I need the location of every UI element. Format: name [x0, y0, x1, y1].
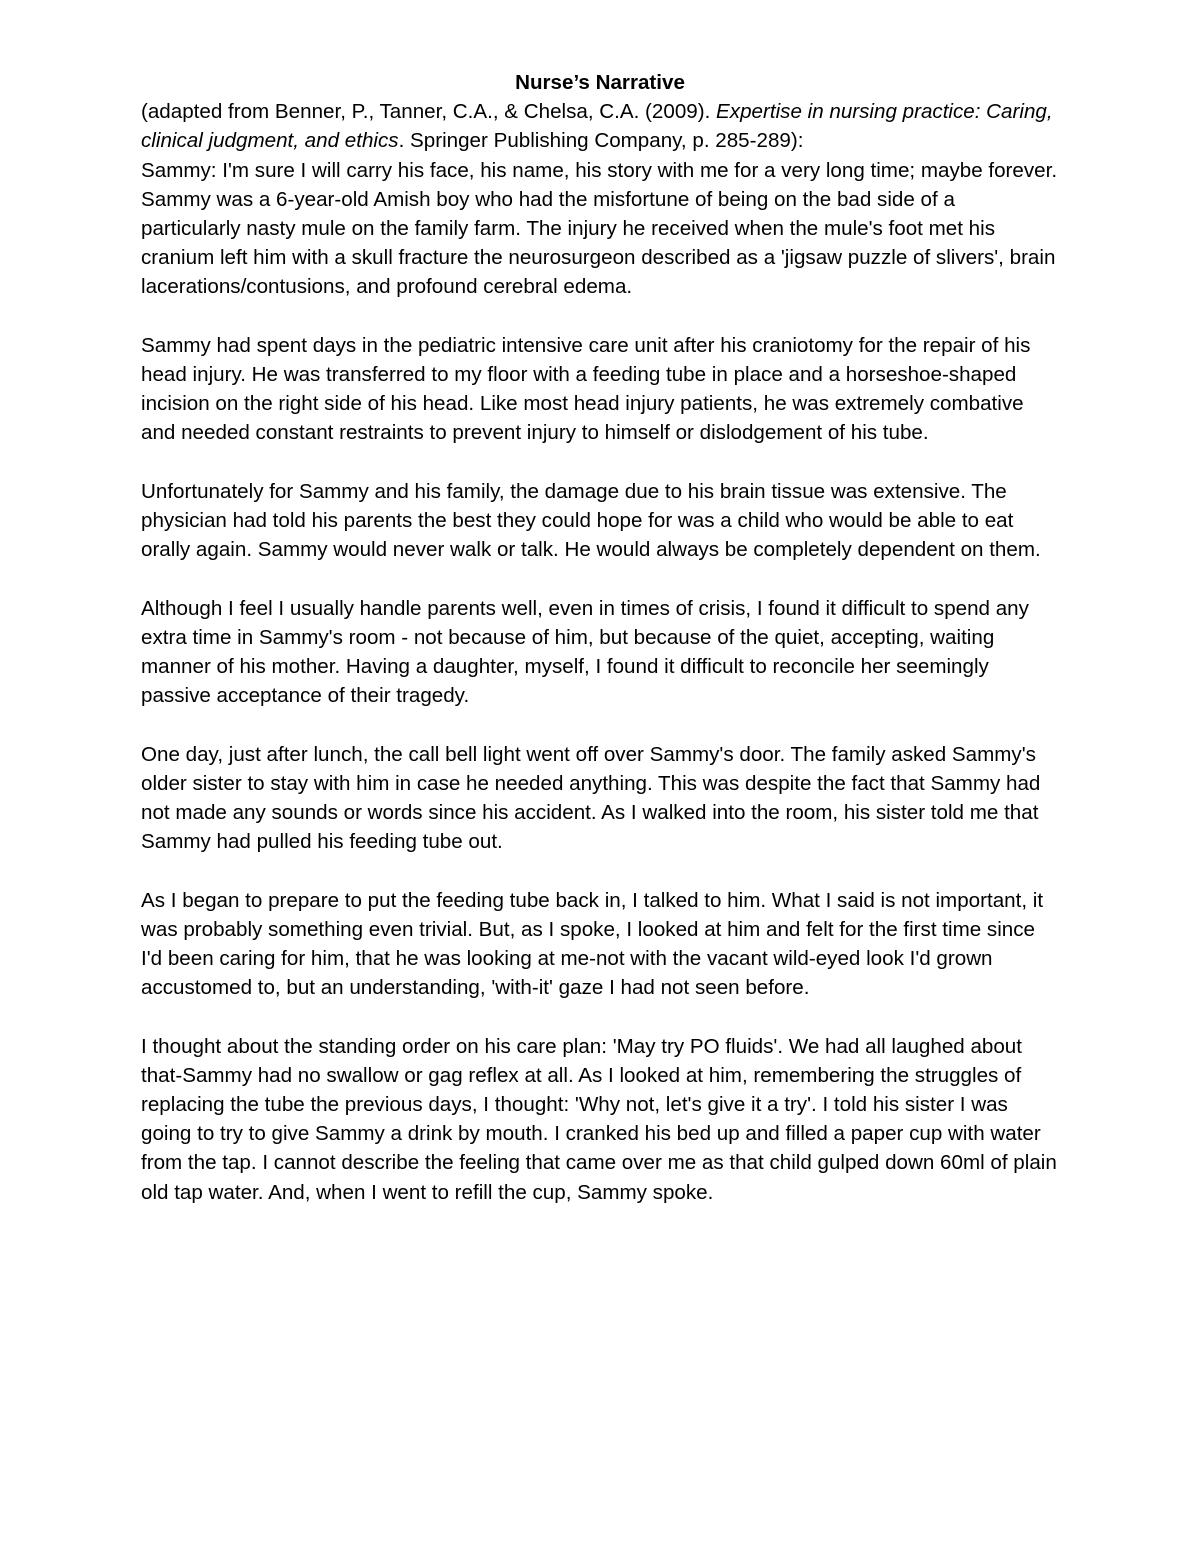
paragraph: One day, just after lunch, the call bell light went off over Sammy's door. The family asked Sammy's older sister to stay with him in case he needed anything. This was despite the fact that Sammy had not made any sounds or words since his accident. As I walked into the room, his sister told me that Sammy had pulled his feeding tube out. — [141, 742, 1041, 854]
paragraph: As I began to prepare to put the feeding tube back in, I talked to him. What I said is not important, it was probably something even trivial. But, as I spoke, I looked at him and felt for the first time since I'd been caring for him, that he was looking at me-not with the vacant wild-eyed look I'd grown accustomed to, but an understanding, 'with-it' gaze I had not seen before. — [141, 888, 1044, 1000]
paragraph: Sammy: I'm sure I will carry his face, his name, his story with me for a very long time; maybe forever. Sammy was a 6-year-old Amish boy who had the misfortune of being on the bad side of a particularly nasty mule on the family farm. The injury he received when the mule's foot met his cranium left him with a skull fracture the neurosurgeon described as a 'jigsaw puzzle of slivers', brain lacerations/contusions, and profound cerebral edema. — [141, 158, 1058, 299]
citation-text-start: (adapted from Benner, P., Tanner, C.A., & Chelsa, C.A. (2009). — [141, 100, 717, 124]
document-body — [141, 68, 1059, 1207]
paragraph: I thought about the standing order on his care plan: 'May try PO fluids'. We had all laughed about that-Sammy had no swallow or gag reflex at all. As I looked at him, remembering the struggles of replacing the tube the previous days, I thought: 'Why not, let's give it a try'. I told his sister I was going to try to give Sammy a drink by mouth. I cranked his bed up and filled a paper cup with water from the tap. I cannot describe the feeling that came over me as that child gulped down 60ml of plain old tap water. And, when I went to refill the cup, Sammy spoke. — [141, 1034, 1057, 1204]
citation — [141, 97, 1059, 155]
paragraph: Sammy had spent days in the pediatric intensive care unit after his craniotomy for the repair of his head injury. He was transferred to my floor with a feeding tube in place and a horseshoe-shaped incision on the right side of his head. Like most head injury patients, he was extremely combative and needed constant restraints to prevent injury to himself or dislodgement of his tube. — [141, 333, 1031, 445]
paragraph: Although I feel I usually handle parents well, even in times of crisis, I found it difficult to spend any extra time in Sammy's room - not because of him, but because of the quiet, accepting, waiting manner of his mother. Having a daughter, myself, I found it difficult to reconcile her seemingly passive acceptance of their tragedy. — [141, 596, 1029, 708]
citation-book-title: Expertise in nursing practice: Caring, clinical judgment, and ethics — [141, 100, 1053, 153]
citation-text-end: . Springer Publishing Company, p. 285-289): — [398, 129, 804, 153]
document-title: Nurse’s Narrative — [515, 71, 685, 94]
paragraph: Unfortunately for Sammy and his family, the damage due to his brain tissue was extensive. The physician had told his parents the best they could hope for was a child who would be able to eat orally again. Sammy would never walk or talk. He would always be completely dependent on them. — [141, 479, 1041, 562]
